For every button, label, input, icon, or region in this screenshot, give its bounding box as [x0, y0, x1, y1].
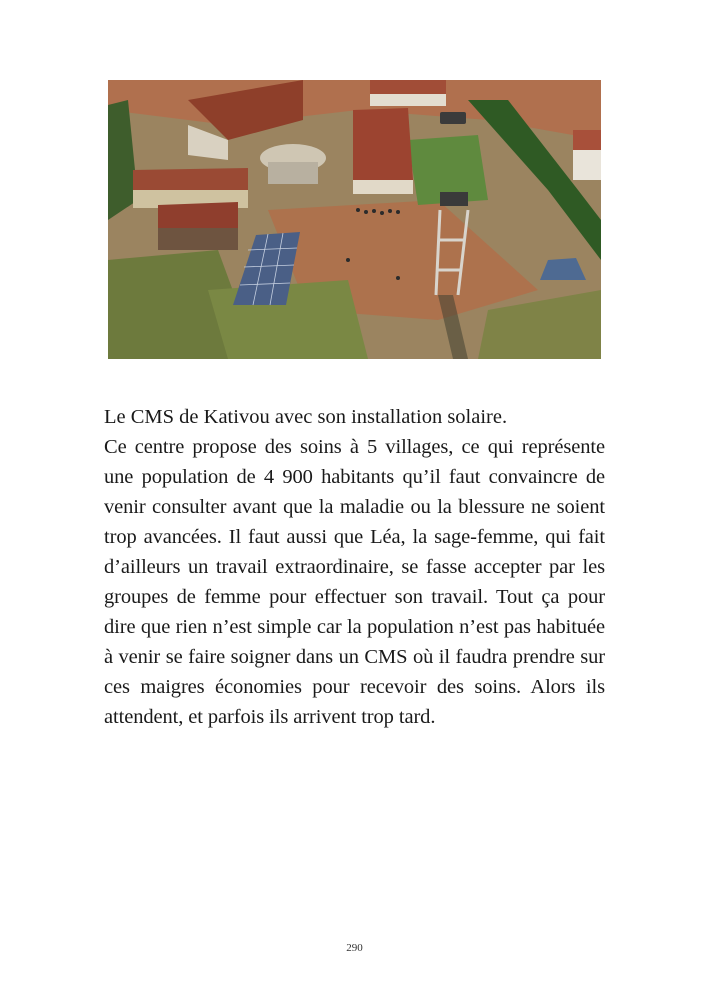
- aerial-photo-illustration: [108, 80, 601, 359]
- wall-building-4: [158, 228, 238, 250]
- round-hut-wall: [268, 162, 318, 184]
- photo-caption: Le CMS de Kativou avec son installation solaire.: [104, 406, 508, 428]
- roof-building-5: [370, 80, 446, 94]
- wall-building-2: [353, 180, 413, 194]
- page-number: 290: [346, 942, 363, 954]
- wall-building-5: [370, 94, 446, 106]
- roof-building-2: [353, 108, 413, 180]
- roof-building-4: [158, 202, 238, 228]
- water-tank: [440, 192, 468, 206]
- body-paragraph: Ce centre propose des soins à 5 villages, ce qui représente une population de 4 900 habitants qu’il faut convaincre de venir consulter avant que la maladie ou la blessure ne soient trop avancées. Il faut aussi que Léa, la sage-femme, qui fait d’ailleurs un travail extraordinaire, se fasse accepter par les groupes de femme pour effectuer son travail. Tout ça pour dire que rien n’est simple car la population n’est pas habituée à venir se faire soigner dans un CMS où il faudra prendre sur ces maigres économies pour recevoir des soins. Alors ils attendent, et parfois ils arrivent trop tard.: [104, 436, 605, 728]
- wall-building-6: [573, 150, 601, 180]
- text-block: [104, 402, 605, 732]
- parked-car: [440, 112, 466, 124]
- roof-building-3: [133, 168, 248, 190]
- aerial-photo: [108, 80, 601, 359]
- roof-building-6: [573, 130, 601, 150]
